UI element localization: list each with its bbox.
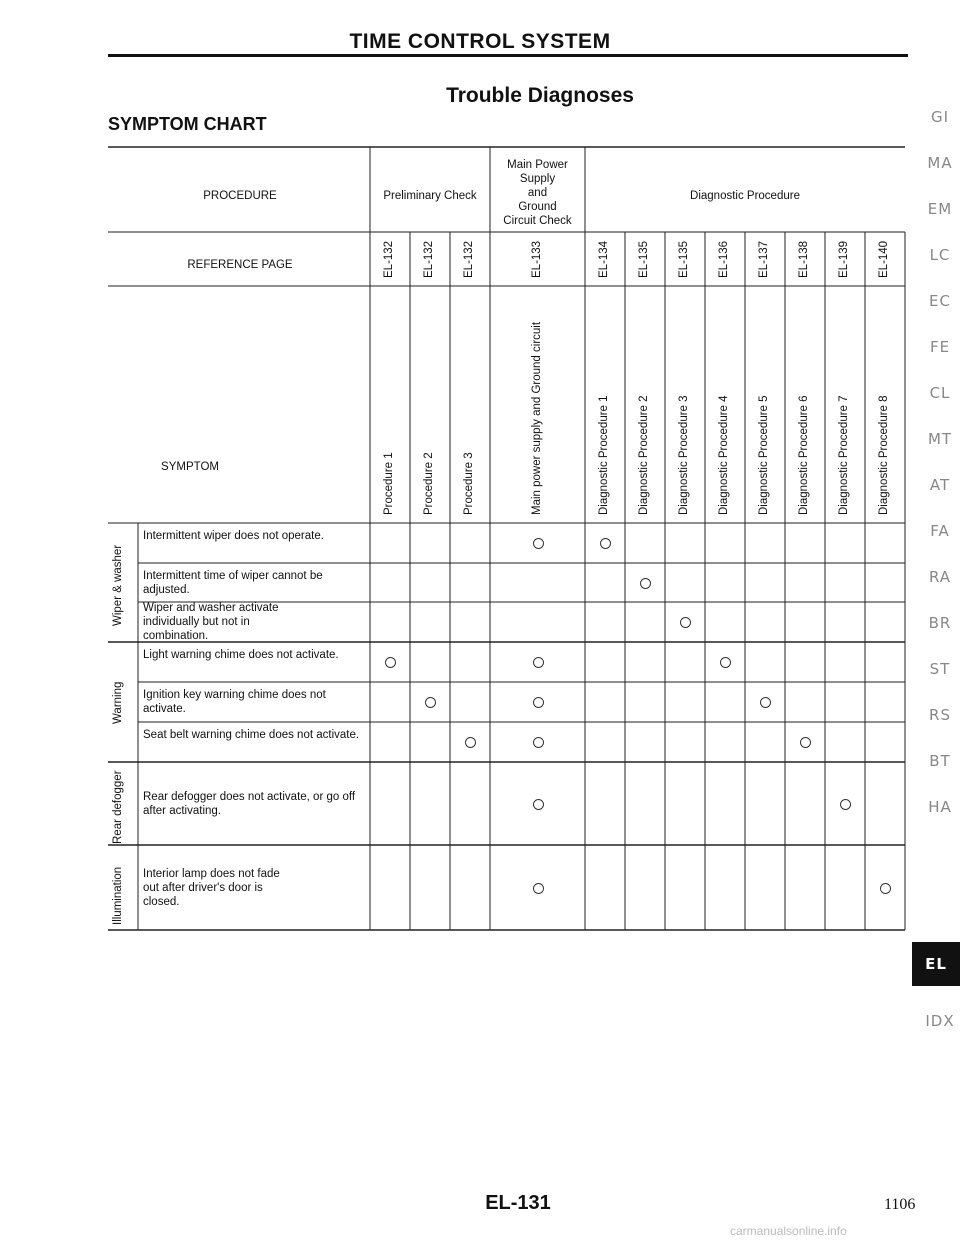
watermark: carmanualsonline.info (730, 1224, 847, 1238)
section-tab-br[interactable]: BR (928, 614, 952, 632)
main-power-header (490, 158, 585, 228)
reference-page-cell: EL-137 (758, 240, 770, 278)
check-mark (533, 697, 544, 708)
check-mark (425, 697, 436, 708)
procedure-name-cell: Diagnostic Procedure 8 (878, 395, 890, 515)
section-tab-st[interactable]: ST (929, 660, 951, 678)
main-power-header-line: Circuit Check (503, 215, 572, 227)
section-tab-ha[interactable]: HA (928, 798, 952, 816)
section-tab-fe[interactable]: FE (929, 338, 951, 356)
symptom-text: Interior lamp does not fade out after driver's door is closed. (143, 867, 280, 908)
check-mark (640, 578, 651, 589)
symptom-text: Ignition key warning chime does not activate. (143, 689, 326, 715)
reference-page-cell: EL-139 (838, 240, 850, 278)
procedure-name-cell: Diagnostic Procedure 6 (798, 395, 810, 515)
check-mark (720, 657, 731, 668)
symptom-group-label: Wiper & washer (112, 544, 124, 626)
check-mark (533, 657, 544, 668)
reference-page-label: REFERENCE PAGE (187, 259, 293, 271)
symptom-text: Intermittent wiper does not operate. (143, 530, 324, 542)
symptom-label: SYMPTOM (161, 461, 219, 473)
procedure-name-cell: Procedure 3 (463, 452, 475, 515)
check-mark (880, 883, 891, 894)
check-mark (760, 697, 771, 708)
procedure-name-cell: Procedure 2 (423, 452, 435, 515)
procedure-name-cell: Diagnostic Procedure 1 (598, 395, 610, 515)
reference-page-cell: EL-136 (718, 240, 730, 278)
symptom-text: Seat belt warning chime does not activate. (143, 729, 360, 741)
procedure-name-cell: Main power supply and Ground circuit (530, 321, 543, 515)
section-tab-gi[interactable]: GI (930, 108, 950, 126)
preliminary-check-header: Preliminary Check (383, 190, 477, 202)
symptom-text: Wiper and washer activate individually but not in combination. (143, 602, 279, 642)
check-mark (465, 737, 476, 748)
symptom-text: Intermittent time of wiper cannot be adjusted. (143, 569, 323, 596)
section-tab-em[interactable]: EM (927, 200, 953, 218)
reference-page-cell: EL-138 (798, 240, 810, 278)
diagnostic-procedure-header: Diagnostic Procedure (690, 190, 800, 202)
header-title: TIME CONTROL SYSTEM (349, 30, 611, 53)
check-mark (840, 799, 851, 810)
main-power-header-line: Ground (518, 201, 557, 213)
section-tab-cl[interactable]: CL (929, 384, 951, 402)
section-tab-rs[interactable]: RS (929, 706, 951, 724)
section-tab-idx[interactable]: IDX (925, 1012, 955, 1030)
check-mark (533, 538, 544, 549)
procedure-name-cell: Diagnostic Procedure 7 (838, 395, 850, 515)
footer-page-number: 1106 (884, 1196, 916, 1213)
chart-title: SYMPTOM CHART (108, 114, 267, 134)
reference-page-cell: EL-132 (463, 240, 475, 278)
procedure-name-cell: Procedure 1 (383, 452, 395, 515)
section-tab-mt[interactable]: MT (927, 430, 953, 448)
reference-page-cell: EL-135 (638, 240, 650, 278)
procedure-label: PROCEDURE (203, 190, 277, 202)
section-tab-bt[interactable]: BT (929, 752, 951, 770)
main-power-header-line: Supply (519, 173, 556, 185)
procedure-name-cell: Diagnostic Procedure 5 (758, 395, 770, 515)
main-power-header-line: and (527, 187, 548, 199)
section-tab-lc[interactable]: LC (929, 246, 951, 264)
section-tab-ra[interactable]: RA (928, 568, 952, 586)
reference-page-cell: EL-133 (530, 240, 543, 278)
procedure-name-cell: Diagnostic Procedure 4 (718, 395, 730, 515)
main-power-header-line: Main Power (507, 159, 568, 171)
check-mark (533, 883, 544, 894)
check-mark (385, 657, 396, 668)
symptom-group-label: Illumination (112, 866, 124, 925)
footer-page-id: EL-131 (485, 1192, 551, 1214)
symptom-text: Light warning chime does not activate. (143, 649, 339, 661)
section-title: Trouble Diagnoses (446, 84, 634, 107)
check-mark (600, 538, 611, 549)
section-tab-ec[interactable]: EC (929, 292, 951, 310)
section-tab-ma[interactable]: MA (927, 154, 953, 172)
symptom-group-label: Warning (112, 681, 124, 724)
reference-page-cell: EL-134 (598, 240, 610, 278)
reference-page-cell: EL-140 (878, 240, 890, 278)
reference-page-cell: EL-132 (383, 240, 395, 278)
check-mark (800, 737, 811, 748)
section-tab-at[interactable]: AT (929, 476, 951, 494)
check-mark (680, 617, 691, 628)
procedure-name-cell: Diagnostic Procedure 2 (638, 395, 650, 515)
section-tab-el[interactable]: EL (912, 942, 960, 986)
reference-page-cell: EL-135 (678, 240, 690, 278)
symptom-text: Rear defogger does not activate, or go off after activating. (143, 790, 356, 817)
section-tab-fa[interactable]: FA (930, 522, 950, 540)
check-mark (533, 799, 544, 810)
check-mark (533, 737, 544, 748)
procedure-name-cell: Diagnostic Procedure 3 (678, 395, 690, 515)
symptom-group-label: Rear defogger (112, 770, 124, 844)
reference-page-cell: EL-132 (423, 240, 435, 278)
